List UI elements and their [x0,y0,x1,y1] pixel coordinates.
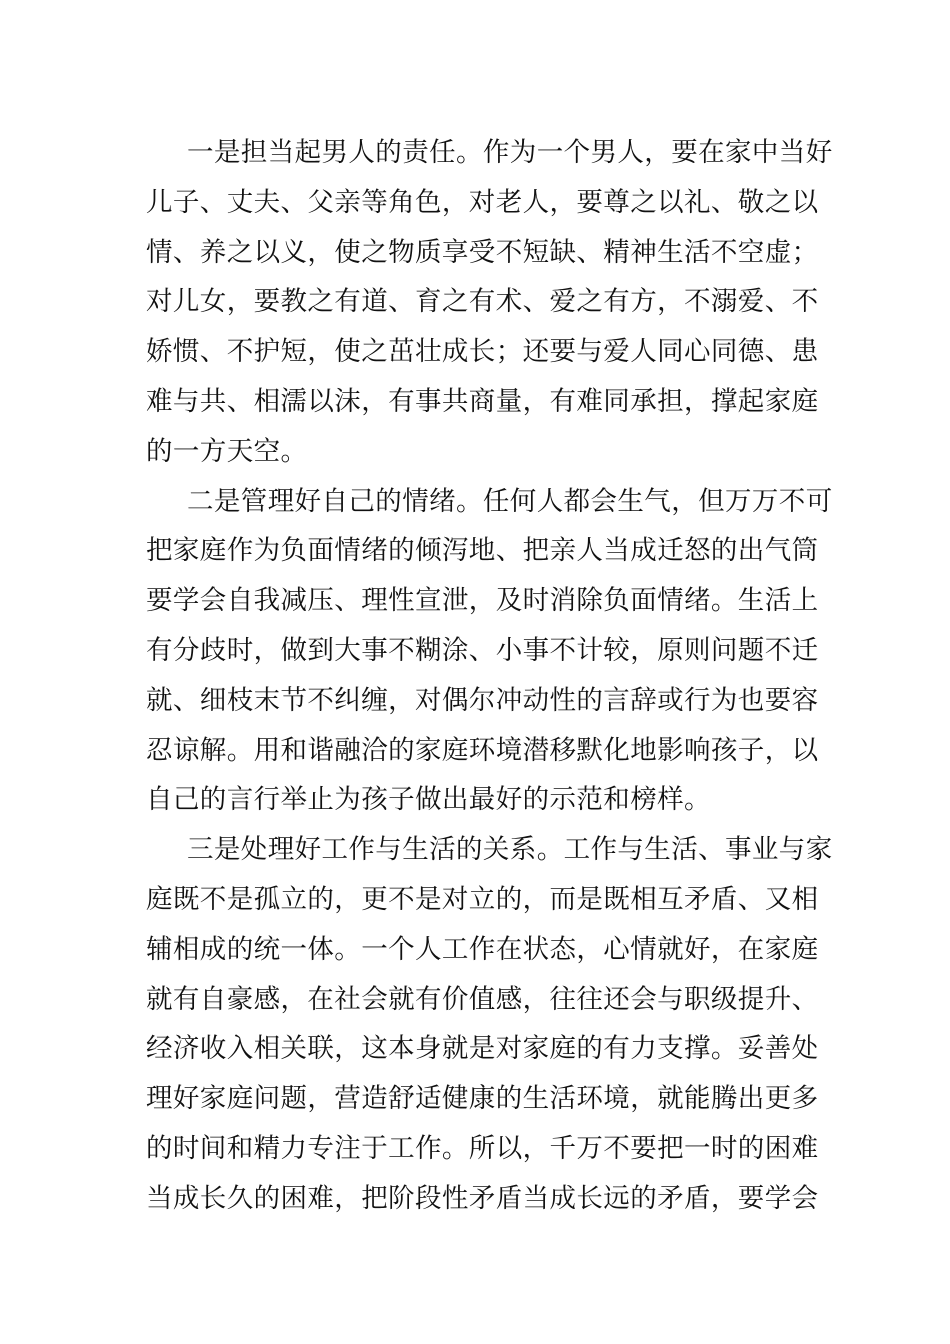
text-line: 庭既不是孤立的，更不是对立的，而是既相互矛盾、又相 [146,883,819,915]
text-line: 情、养之以义，使之物质享受不短缺、精神生活不空虚； [146,236,819,268]
text-line: 的时间和精力专注于工作。所以，千万不要把一时的困难 [146,1132,819,1164]
text-line: 娇惯、不护短，使之茁壮成长；还要与爱人同心同德、患 [146,336,819,368]
text-line: 有分歧时，做到大事不糊涂、小事不计较，原则问题不迁 [146,634,819,666]
paragraph-2 [146,477,833,826]
text-line: 把家庭作为负面情绪的倾泻地、把亲人当成迁怒的出气筒 [146,535,819,567]
text-line: 就、细枝末节不纠缠，对偶尔冲动性的言辞或行为也要容 [146,684,819,716]
text-line: 对儿女，要教之有道、育之有术、爱之有方，不溺爱、不 [146,286,819,318]
text-line: 的一方天空。 [146,435,308,467]
text-line: 当成长久的困难，把阶段性矛盾当成长远的矛盾，要学会 [146,1182,819,1214]
text-line: 理好家庭问题，营造舒适健康的生活环境，就能腾出更多 [146,1083,819,1115]
text-line: 要学会自我减压、理性宣泄，及时消除负面情绪。生活上 [146,585,819,617]
text-line: 二是管理好自己的情绪。任何人都会生气，但万万不可 [187,485,833,517]
text-line: 三是处理好工作与生活的关系。工作与生活、事业与家 [187,834,833,866]
text-line: 经济收入相关联，这本身就是对家庭的有力支撑。妥善处 [146,1033,819,1065]
text-line: 就有自豪感，在社会就有价值感，往往还会与职级提升、 [146,983,819,1015]
text-line: 难与共、相濡以沫，有事共商量，有难同承担，撑起家庭 [146,385,819,417]
paragraph-1 [146,128,833,477]
document-body [146,128,833,1224]
text-line: 儿子、丈夫、父亲等角色，对老人，要尊之以礼、敬之以 [146,186,819,218]
text-line: 忍谅解。用和谐融洽的家庭环境潜移默化地影响孩子，以 [146,734,819,766]
text-line: 自己的言行举止为孩子做出最好的示范和榜样。 [146,784,711,816]
text-line: 辅相成的统一体。一个人工作在状态，心情就好，在家庭 [146,933,819,965]
paragraph-3 [146,825,833,1223]
text-line: 一是担当起男人的责任。作为一个男人，要在家中当好 [187,137,833,168]
